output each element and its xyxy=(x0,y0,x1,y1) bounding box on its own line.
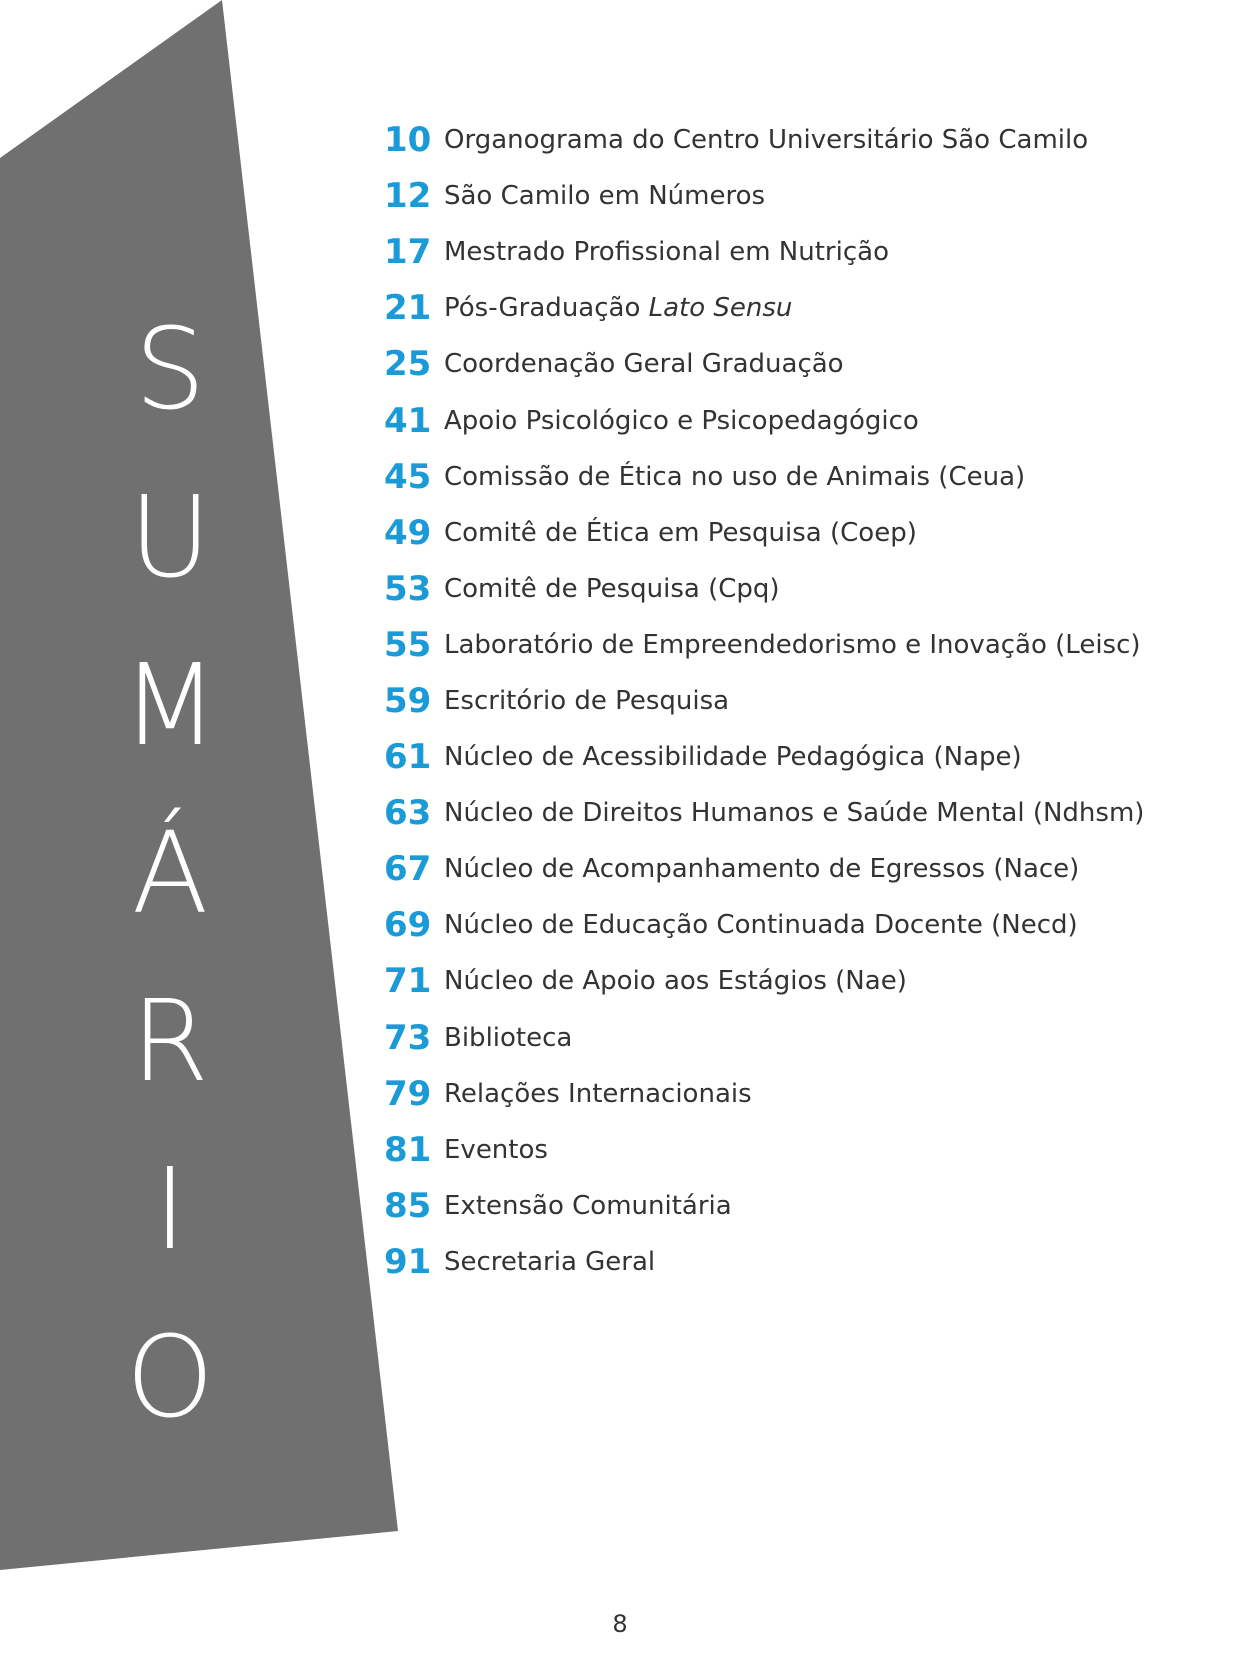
toc-label: Laboratório de Empreendedorismo e Inovação (Leisc) xyxy=(444,629,1141,660)
title-letter: Á xyxy=(131,809,209,939)
toc-entry[interactable] xyxy=(384,336,1184,392)
toc-page-number: 12 xyxy=(384,176,432,217)
toc-entry[interactable] xyxy=(384,617,1184,673)
toc-label: São Camilo em Números xyxy=(444,181,766,212)
toc-page-number: 25 xyxy=(384,344,432,385)
toc-page-number: 45 xyxy=(384,456,432,497)
toc-page-number: 61 xyxy=(384,737,432,778)
title-letter: R xyxy=(131,977,209,1107)
toc-entry[interactable] xyxy=(384,561,1184,617)
summary-title xyxy=(120,286,220,1462)
toc-page-number: 59 xyxy=(384,680,432,721)
toc-label: Eventos xyxy=(444,1134,548,1165)
toc-label: Secretaria Geral xyxy=(444,1246,656,1277)
toc-label: Núcleo de Acompanhamento de Egressos (Nace) xyxy=(444,854,1080,885)
toc-page-number: 41 xyxy=(384,400,432,441)
toc-entry[interactable] xyxy=(384,673,1184,729)
toc-label: Núcleo de Educação Continuada Docente (Necd) xyxy=(444,910,1078,941)
toc-label xyxy=(442,293,792,323)
toc-label: Coordenação Geral Graduação xyxy=(444,349,844,380)
toc-page-number: 10 xyxy=(384,120,432,161)
toc-page-number: 49 xyxy=(384,512,432,553)
title-letter: I xyxy=(153,1145,187,1275)
toc-entry[interactable] xyxy=(384,168,1184,224)
toc-entry[interactable] xyxy=(384,1178,1184,1234)
toc-page-number: 91 xyxy=(384,1241,432,1282)
toc-page-number: 67 xyxy=(384,849,432,890)
toc-label: Biblioteca xyxy=(444,1022,573,1053)
toc-page-number: 71 xyxy=(384,961,432,1002)
toc-label-text: Pós-Graduação xyxy=(444,293,649,324)
title-letter: M xyxy=(121,641,219,771)
toc-label: Apoio Psicológico e Psicopedagógico xyxy=(444,405,919,436)
toc-label: Núcleo de Direitos Humanos e Saúde Mental (Ndhsm) xyxy=(444,798,1145,829)
toc-page-number: 21 xyxy=(384,288,432,329)
page-number: 8 xyxy=(612,1610,628,1638)
toc-entry[interactable] xyxy=(384,953,1184,1009)
toc-entry[interactable] xyxy=(384,785,1184,841)
toc-label: Extensão Comunitária xyxy=(444,1190,732,1221)
toc-label: Núcleo de Apoio aos Estágios (Nae) xyxy=(444,966,907,997)
toc-entry[interactable] xyxy=(384,224,1184,280)
title-letter: O xyxy=(125,1313,215,1443)
title-letter: U xyxy=(129,473,211,603)
toc-entry[interactable] xyxy=(384,1122,1184,1178)
toc-label: Comitê de Pesquisa (Cpq) xyxy=(444,573,780,604)
toc-entry[interactable] xyxy=(384,112,1184,168)
toc-label: Mestrado Profissional em Nutrição xyxy=(444,237,889,268)
toc-page-number: 73 xyxy=(384,1017,432,1058)
toc-entry[interactable] xyxy=(384,1066,1184,1122)
toc-page-number: 55 xyxy=(384,624,432,665)
toc-page-number: 85 xyxy=(384,1185,432,1226)
toc-entry[interactable] xyxy=(384,1010,1184,1066)
toc-page-number: 79 xyxy=(384,1073,432,1114)
toc-entry[interactable] xyxy=(384,280,1184,336)
toc-entry[interactable] xyxy=(384,505,1184,561)
table-of-contents xyxy=(384,112,1184,1290)
toc-label: Núcleo de Acessibilidade Pedagógica (Nape) xyxy=(444,742,1022,773)
toc-entry[interactable] xyxy=(384,729,1184,785)
toc-entry[interactable] xyxy=(384,841,1184,897)
toc-page-number: 81 xyxy=(384,1129,432,1170)
toc-page-number: 63 xyxy=(384,793,432,834)
toc-entry[interactable] xyxy=(384,392,1184,448)
toc-label: Escritório de Pesquisa xyxy=(444,685,730,716)
toc-label: Comissão de Ética no uso de Animais (Ceua) xyxy=(444,461,1026,492)
toc-label-italic: Lato Sensu xyxy=(648,293,793,324)
toc-label: Relações Internacionais xyxy=(444,1078,752,1109)
toc-entry[interactable] xyxy=(384,449,1184,505)
toc-page-number: 17 xyxy=(384,232,432,273)
toc-page-number: 53 xyxy=(384,568,432,609)
toc-label: Organograma do Centro Universitário São Camilo xyxy=(444,125,1089,156)
toc-page-number: 69 xyxy=(384,905,432,946)
toc-label: Comitê de Ética em Pesquisa (Coep) xyxy=(444,517,917,548)
title-letter: S xyxy=(134,305,206,435)
toc-entry[interactable] xyxy=(384,897,1184,953)
toc-entry[interactable] xyxy=(384,1234,1184,1290)
